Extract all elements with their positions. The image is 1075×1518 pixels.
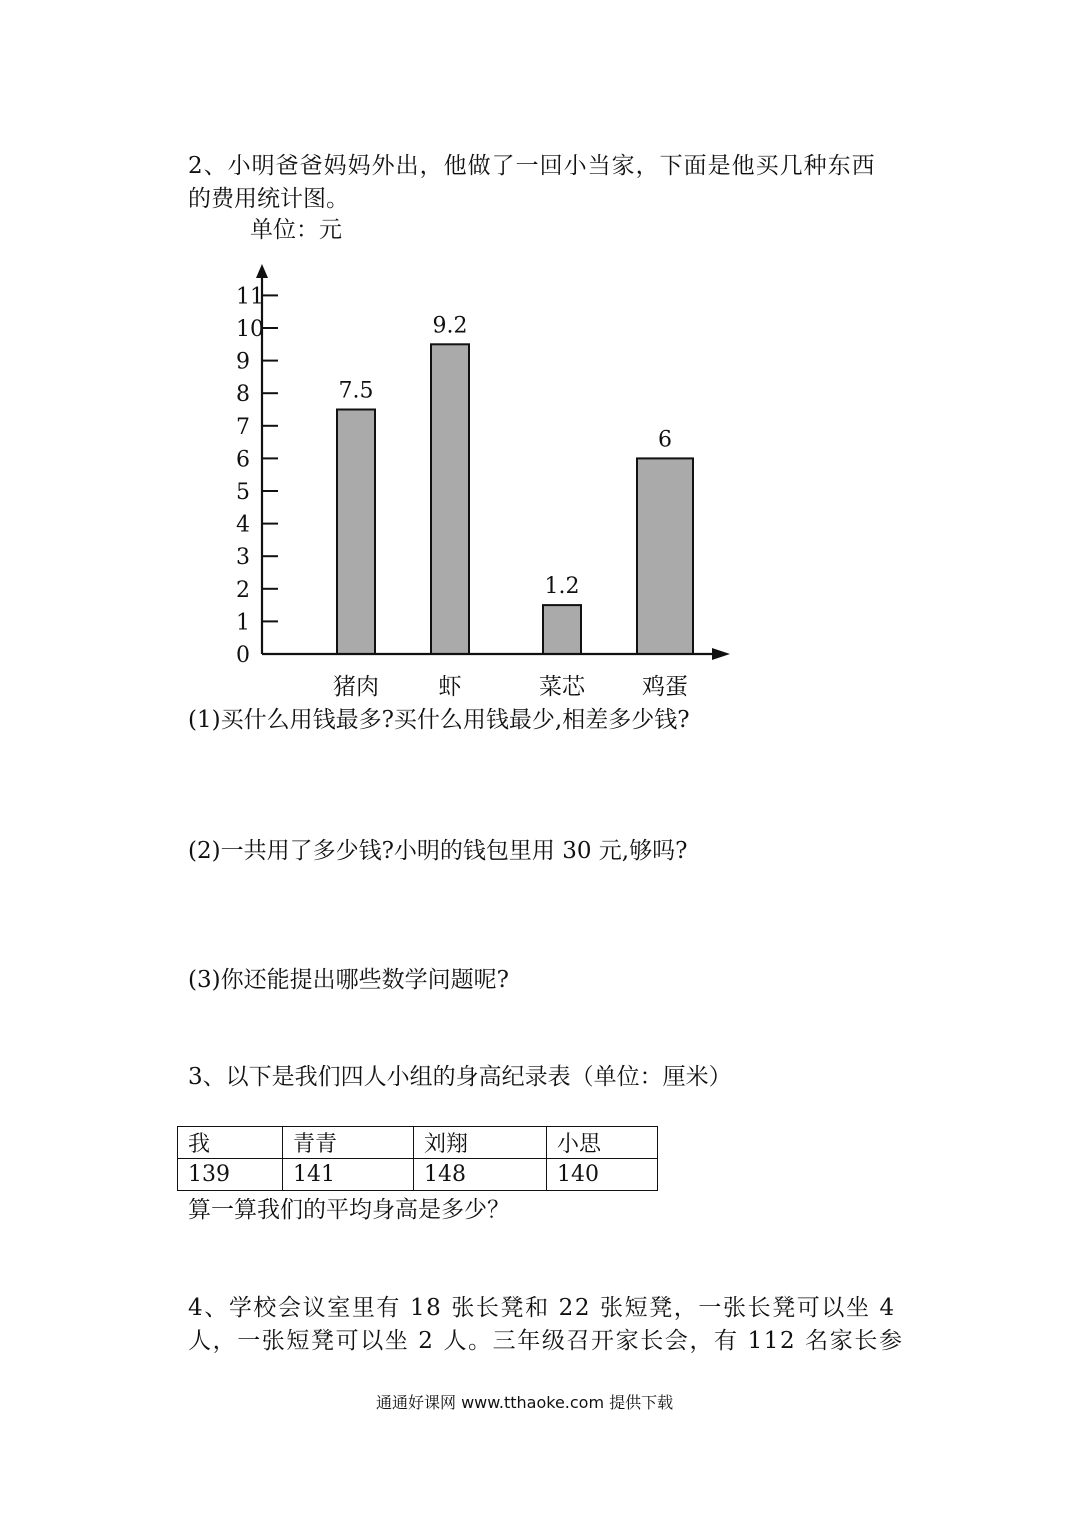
q3-question: 算一算我们的平均身高是多少？	[188, 1197, 510, 1223]
table-cell: 139	[178, 1159, 283, 1191]
y-tick-label: 8	[236, 382, 250, 408]
q4-text-line1: 4、学校会议室里有 18 张长凳和 22 张短凳，一张长凳可以坐 4	[188, 1295, 896, 1321]
y-tick-label: 7	[236, 414, 250, 440]
table-cell: 我	[178, 1127, 283, 1159]
y-tick-label: 2	[236, 577, 250, 603]
table-cell: 小思	[547, 1127, 658, 1159]
y-tick-label: 6	[236, 447, 250, 473]
data-label-2: 1.2	[544, 574, 580, 600]
q3-title: 3、以下是我们四人小组的身高纪录表（单位：厘米）	[188, 1064, 732, 1090]
q2-text-line1: 2、小明爸爸妈妈外出，他做了一回小当家，下面是他买几种东西	[188, 153, 876, 179]
chart-unit-label: 单位：元	[250, 217, 342, 243]
data-label-0: 7.5	[338, 378, 374, 404]
data-label-3: 6	[658, 427, 672, 453]
q2-question-3: (3)你还能提出哪些数学问题呢?	[188, 967, 509, 993]
bar-1	[431, 344, 469, 654]
y-axis-arrow	[256, 264, 268, 278]
table-cell: 141	[283, 1159, 414, 1191]
category-label-2: 菜芯	[539, 674, 585, 700]
y-tick-label: 0	[236, 643, 250, 668]
footer-text: 通通好课网 www.tthaoke.com 提供下载	[376, 1393, 674, 1412]
q2-question-2: (2)一共用了多少钱?小明的钱包里用 30 元,够吗?	[188, 838, 688, 864]
table-cell: 刘翔	[414, 1127, 547, 1159]
category-label-3: 鸡蛋	[642, 674, 688, 700]
y-tick-label: 1	[236, 610, 250, 636]
y-tick-label: 5	[236, 480, 250, 505]
table-row	[178, 1159, 658, 1191]
y-tick-label: 10	[236, 317, 264, 342]
data-label-1: 9.2	[432, 313, 468, 339]
table-cell: 青青	[283, 1127, 414, 1159]
height-table	[177, 1126, 658, 1191]
bar-chart	[0, 0, 1075, 720]
y-tick-label: 3	[236, 545, 250, 571]
table-cell: 140	[547, 1159, 658, 1191]
y-tick-label: 4	[236, 512, 250, 538]
category-label-1: 虾	[438, 674, 462, 700]
bar-2	[543, 605, 581, 654]
y-tick-label: 11	[236, 284, 264, 310]
q4-text-line2: 人，一张短凳可以坐 2 人。三年级召开家长会，有 112 名家长参	[188, 1328, 904, 1354]
q2-text-line2: 的费用统计图。	[188, 186, 349, 212]
bar-0	[337, 410, 375, 655]
x-axis-arrow	[712, 648, 730, 660]
category-label-0: 猪肉	[333, 674, 379, 700]
q2-question-1: (1)买什么用钱最多?买什么用钱最少,相差多少钱?	[188, 707, 690, 733]
table-header-row	[178, 1127, 658, 1159]
bar-3	[637, 458, 693, 654]
table-cell: 148	[414, 1159, 547, 1191]
y-tick-label: 9	[236, 349, 250, 375]
